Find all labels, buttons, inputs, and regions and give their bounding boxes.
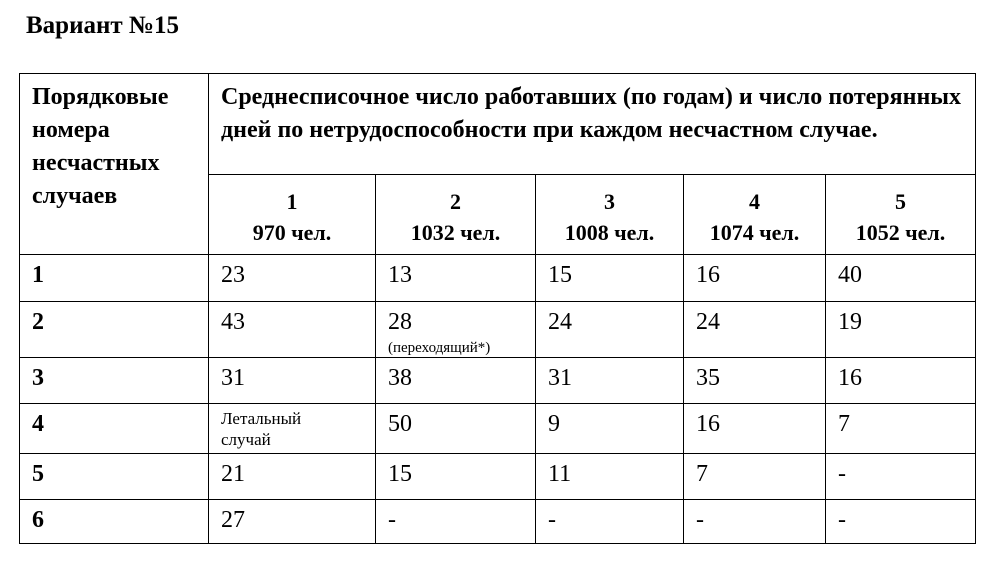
table-cell: 21 [209,454,376,500]
table-row [20,358,976,404]
table-row [20,404,976,454]
table-cell: 15 [376,454,536,500]
row-index: 6 [20,500,209,544]
row-index: 3 [20,358,209,404]
table-cell: - [826,454,976,500]
table-cell: 19 [826,302,976,358]
row-index: 2 [20,302,209,358]
injury-table [19,73,976,544]
table-cell: 23 [209,255,376,302]
table-cell: 13 [376,255,536,302]
page-title: Вариант №15 [26,12,180,39]
table-row [20,302,976,358]
table-cell: 43 [209,302,376,358]
table-row [20,454,976,500]
table-cell: 24 [536,302,684,358]
table-cell: 15 [536,255,684,302]
table-cell: - [826,500,976,544]
table-cell: 16 [826,358,976,404]
table-cell: 11 [536,454,684,500]
table-cell: 31 [536,358,684,404]
column-header-1: 1 970 чел. [209,175,376,255]
column-header-5: 5 1052 чел. [826,175,976,255]
row-index: 1 [20,255,209,302]
table-cell: - [376,500,536,544]
table-cell: 24 [684,302,826,358]
column-header-3: 3 1008 чел. [536,175,684,255]
table-row [20,500,976,544]
column-header-4: 4 1074 чел. [684,175,826,255]
table-cell: 40 [826,255,976,302]
column-header-2: 2 1032 чел. [376,175,536,255]
cell-value: 28 [388,309,412,335]
table-cell: 27 [209,500,376,544]
main-header-cell: Среднесписочное число работавших (по годам) и число потерянных дней по нетрудоспособности при каждом несчастном случае. [209,74,976,175]
table-cell: 9 [536,404,684,454]
table-cell: 50 [376,404,536,454]
row-header-cell: Порядковые номера несчастных случаев [20,74,209,255]
table-cell: 35 [684,358,826,404]
table-row [20,255,976,302]
table-cell: 16 [684,255,826,302]
header-row [20,74,976,175]
table-cell: - [536,500,684,544]
table-cell: 31 [209,358,376,404]
table-cell: 16 [684,404,826,454]
table-cell [376,302,536,358]
table-cell: - [684,500,826,544]
transitional-note: (переходящий*) [388,340,491,356]
table-cell: 7 [826,404,976,454]
fatal-case-label: Летальный случай [221,409,302,449]
row-index: 5 [20,454,209,500]
table-cell [209,404,376,454]
row-index: 4 [20,404,209,454]
table-cell: 38 [376,358,536,404]
table-cell: 7 [684,454,826,500]
